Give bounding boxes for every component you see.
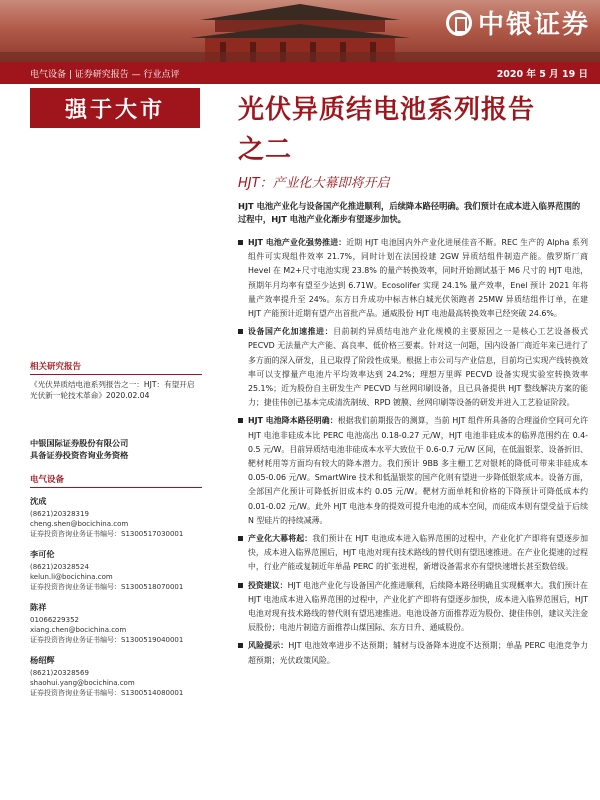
analyst-phone: (8621)20328524: [30, 563, 89, 571]
bank-logo-icon: [446, 10, 472, 36]
analyst-phone: (8621)20328319: [30, 510, 89, 518]
bullet-item: [238, 532, 588, 575]
bullet-heading: 设备国产化加速推进：: [248, 327, 334, 337]
bullet-item: [238, 414, 588, 528]
bullet-heading: 投资建议：: [248, 580, 288, 590]
related-title: 相关研究报告: [30, 362, 82, 372]
bullet-body: HJT 电池效率进步不达预期；辅材与设备降本进度不达预期；单晶 PERC 电池竞争力超预期；光伏政策风险。: [248, 641, 588, 665]
bullet-square-icon: [238, 643, 243, 648]
analyst-card: [30, 655, 202, 698]
bullet-body: HJT 电池产业化与设备国产化推进顺利，后续降本路径明确且实现概率大。我们预计在 HJT 电池成本进入临界范围的过程中，产业化扩产即将有望逐步加快，成本进入临界范围后，HJT 电池对现有技术路线的替代则有望迅速推进。电池设备方面推荐迈为股份、捷佳伟创，建议关注金辰股份；电池片制造方面推荐山煤国际、东方日升、通威股份。: [248, 580, 588, 633]
bullet-item: [238, 639, 588, 667]
left-column: [30, 88, 200, 128]
bullet-heading: HJT 电池降本路径明确：: [248, 416, 338, 426]
bullet-item: [238, 325, 588, 410]
logo-text: 中银证券: [477, 10, 590, 40]
related-item: 《光伏异质结电池系列报告之一：HJT：有望开启光伏新一轮技术革命》2020.02.04: [30, 380, 195, 400]
bullet-body: 近期 HJT 电池国内外产业化进展佳音不断。REC 生产的 Alpha 系列组件可实现组件效率 21.7%，同时计划在法国投建 2GW 异质结组件制造产能。俄罗斯厂商 Hevel 在 M2+尺寸电池实现 23.8% 的量产转换效率，同时开始测试基于 M6 尺寸的 HJT 电池，预期年月均率有望至少达到 6.71W。Ecosolifer 实现 24.1% 量产效率，Enel 预计 2021 年将量产效率提升至 24%。东方日升成功中标吉林白城光伏领跑者 25MW 异质结组件订单，在建 HJT 产能预计近期有望产出首批产品。通威股份 HJT 电池最高转换效率已经突破 24.6%。: [248, 238, 588, 319]
analyst-cert: 证券投资咨询业务证书编号：S1300517030001: [30, 530, 184, 538]
bullet-heading: HJT 电池产业化强势推进：: [248, 238, 347, 247]
lead-summary: HJT 电池产业化与设备国产化推进顺利，后续降本路径明确。我们预计在成本进入临界范围的过程中，HJT 电池产业化渐步有望逐步加快。: [238, 201, 581, 224]
analyst-phone: (8621)20328569: [30, 669, 89, 677]
bullet-item: [238, 579, 588, 636]
analysts-title: 电气设备: [30, 475, 65, 485]
report-category: 电气设备 | 证券研究报告 — 行业点评: [30, 69, 180, 80]
analyst-email[interactable]: cheng.shen@bocichina.com: [30, 520, 129, 528]
category-strip: [0, 62, 600, 84]
rating-badge: 强于大市: [30, 88, 200, 128]
report-date: 2020 年 5 月 19 日: [496, 69, 588, 80]
key-points: [238, 236, 588, 672]
bullet-square-icon: [238, 583, 243, 588]
analyst-email[interactable]: xiang.chen@bocichina.com: [30, 626, 127, 634]
analyst-email[interactable]: shaohui.yang@bocichina.com: [30, 679, 135, 687]
analyst-card: [30, 602, 202, 645]
bullet-square-icon: [238, 418, 243, 423]
analyst-name: 陈祥: [30, 602, 47, 612]
analyst-email[interactable]: kelun.li@bocichina.com: [30, 573, 113, 581]
analyst-name: 沈成: [30, 496, 47, 506]
bullet-square-icon: [238, 536, 243, 541]
analyst-card: [30, 549, 202, 592]
bullet-heading: 风险提示：: [248, 641, 289, 651]
analyst-cert: 证券投资咨询业务证书编号：S1300519040001: [30, 636, 184, 644]
title-line-2: 之二: [238, 135, 293, 165]
institution-name: 中银国际证券股份有限公司 具备证券投资咨询业务资格: [30, 438, 129, 460]
title-line-1: 光伏异质结电池系列报告: [238, 95, 536, 125]
analyst-phone: 01066229352: [30, 616, 79, 624]
report-subtitle: HJT：产业化大幕即将开启: [238, 176, 390, 191]
analyst-name: 杨绍辉: [30, 655, 55, 665]
report-title: [238, 90, 588, 170]
bullet-square-icon: [238, 240, 243, 245]
bullet-body: 根据我们前期报告的测算，当前 HJT 组件所具备的合理溢价空间可允许 HJT 电池非硅成本比 PERC 电池高出 0.18-0.27 元/W，HJT 电池非硅成本的临界范围约在 0.4-0.5 元/W。目前异质结电池非硅成本水平大致位于 0.6-0.7 元/W 区间，在低温银浆、设备折旧、靶材耗用等方面均有较大的降本潜力。我们预计 9BB 多主栅工艺对银耗的降低可带来非硅成本 0.05-0.06 元/W。SmartWire 技术和低温银浆的国产化则有望进一步降低银浆成本。设备方面，全部国产化预计可降低折旧成本约 0.05 元/W。靶材方面单耗和价格的下降预计可降低成本约 0.01-0.02 元/W。此外 HJT 电池本身的提效可提升电池的成本空间，而硅成本则有望受益于后续 N 型硅片的持续减薄。: [248, 416, 588, 525]
header-banner: [0, 0, 600, 62]
related-reports: [30, 360, 202, 401]
bullet-body: 目前制约异质结电池产业化规模的主要原因之一是核心工艺设备极式 PECVD 无法量产大产能、高良率、低价格三要素。针对这一问题，国内设备厂商近年来已进行了多方面的深入研发，且已取得了阶段性成果。根据上市公司与产业信息，目前均已实现产线转换效率可以支撑量产电池片平均效率达到 24.2%；理想万里晖 PECVD 设备实现实验室转换效率 25.1%；近为股份自主研发生产 PECVD 与丝网印刷设备，且已具备提供 HJT 整线解决方案的能力；捷佳伟创已基本完成清洗制绒、RPD 镀膜、丝网印刷等设备的研发并进入工艺验证阶段。: [248, 327, 588, 408]
analysts-section: [30, 473, 202, 708]
analyst-cert: 证券投资咨询业务证书编号：S1300518070001: [30, 583, 184, 591]
bullet-square-icon: [238, 329, 243, 334]
analyst-cert: 证券投资咨询业务证书编号：S1300514080001: [30, 689, 184, 697]
bullet-item: [238, 236, 588, 321]
bullet-heading: 产业化大幕将起：: [248, 534, 313, 544]
divider: [30, 487, 202, 488]
analyst-card: [30, 496, 202, 539]
analyst-name: 李可伦: [30, 549, 55, 559]
divider: [30, 374, 202, 375]
company-logo: [446, 4, 590, 41]
bullet-body: 我们预计在 HJT 电池成本进入临界范围的过程中，产业化扩产即将有望逐步加快，成本进入临界范围后，HJT 电池对现有技术路线的替代则有望迅速推进。在产业化提速的过程中，行业产能或复制近年单晶 PERC 的扩张进程，新增设备需求亦有望快速增长甚至数倍级。: [248, 534, 588, 572]
